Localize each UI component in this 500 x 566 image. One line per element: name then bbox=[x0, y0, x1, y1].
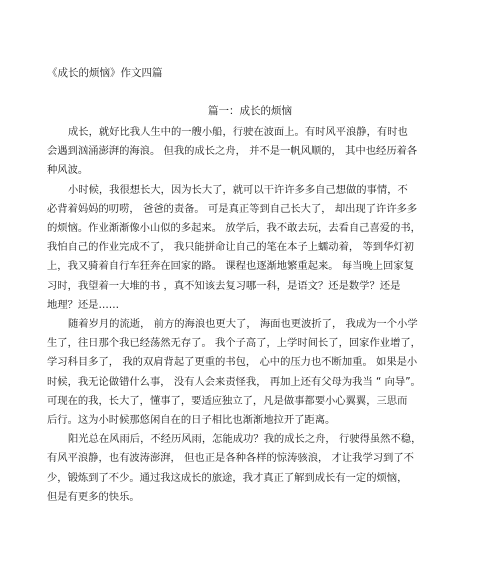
paragraph-3 bbox=[47, 315, 447, 430]
paragraph-line: 可现在的我，长大了，懂事了，要适应独立了，凡是做事都要小心翼翼，三思而 bbox=[47, 394, 408, 407]
paragraph-line: 上，我又骑着自行车狂奔在回家的路。 课程也逐渐地繁重起来。 每当晚上回家复 bbox=[47, 260, 414, 273]
paragraph-line: 时候，我无论做错什么事， 没有人会来责怪我， 再加上还有父母为我当 “ 向导”。 bbox=[47, 375, 421, 388]
paragraph-line: 地理？还是…… bbox=[47, 298, 120, 311]
paragraph-line: 我怕自己的作业完成不了， 我只能拼命让自己的笔在本子上蠕动着， 等到华灯初 bbox=[47, 241, 414, 254]
section-title: 篇一：成长的烦恼 bbox=[208, 105, 292, 117]
paragraph-line: 后行。这为小时候那悠闲自在的日子相比也渐渐地拉开了距离。 bbox=[47, 414, 336, 427]
paragraph-line: 种风波。 bbox=[47, 164, 89, 177]
paragraph-line: 习时，我望着一大堆的书 ，真不知该去复习哪一科，是语文？还是数学？还是 bbox=[47, 279, 401, 292]
paragraph-line: 小时候，我很想长大，因为长大了，就可以干许许多多自己想做的事情，不 bbox=[68, 183, 408, 196]
paragraph-line: 但是有更多的快乐。 bbox=[47, 490, 140, 503]
paragraph-line: 学习科目多了， 我的双肩背起了更重的书包， 心中的压力也不断加重。 如果是小 bbox=[47, 356, 418, 369]
paragraph-line: 阳光总在风雨后，不经历风雨，怎能成功？我的成长之舟， 行驶得虽然不稳， bbox=[68, 433, 422, 446]
paragraph-line: 必背着妈妈的叨唠， 爸爸的责备。 可是真正等到自己长大了， 却出现了许许多多 bbox=[47, 202, 418, 215]
paragraph-line: 随着岁月的流逝， 前方的海浪也更大了， 海面也更波折了， 我成为一个小学 bbox=[68, 318, 418, 331]
paragraph-line: 少，锻炼到了不少。通过我这成长的旅途，我才真正了解到成长有一定的烦恼， bbox=[47, 471, 408, 484]
paragraph-line: 的烦恼。作业渐渐像小山似的多起来。 放学后，我不敢去玩，去看自己喜爱的书， bbox=[47, 222, 421, 235]
paragraph-line: 生了，往日那个我已经荡然无存了。 我个子高了，上学时间长了，回家作业增了， bbox=[47, 337, 421, 350]
paragraph-2 bbox=[47, 181, 447, 315]
document-title: 《成长的烦恼》作文四篇 bbox=[47, 67, 163, 79]
paragraph-line: 成长，就好比我人生中的一艘小船，行驶在波面上。有时风平浪静，有时也 bbox=[68, 126, 408, 138]
paragraph-4 bbox=[47, 430, 447, 507]
paragraph-line: 有风平浪静，也有波涛澎湃， 但也正是各种各样的惊涛骇浪， 才让我学习到了不 bbox=[47, 452, 414, 465]
document-body bbox=[47, 123, 447, 507]
paragraph-line: 会遇到汹涌澎湃的海浪。 但我的成长之舟， 并不是一帆风顺的， 其中也经历着各 bbox=[47, 145, 418, 158]
paragraph-1 bbox=[47, 123, 447, 181]
